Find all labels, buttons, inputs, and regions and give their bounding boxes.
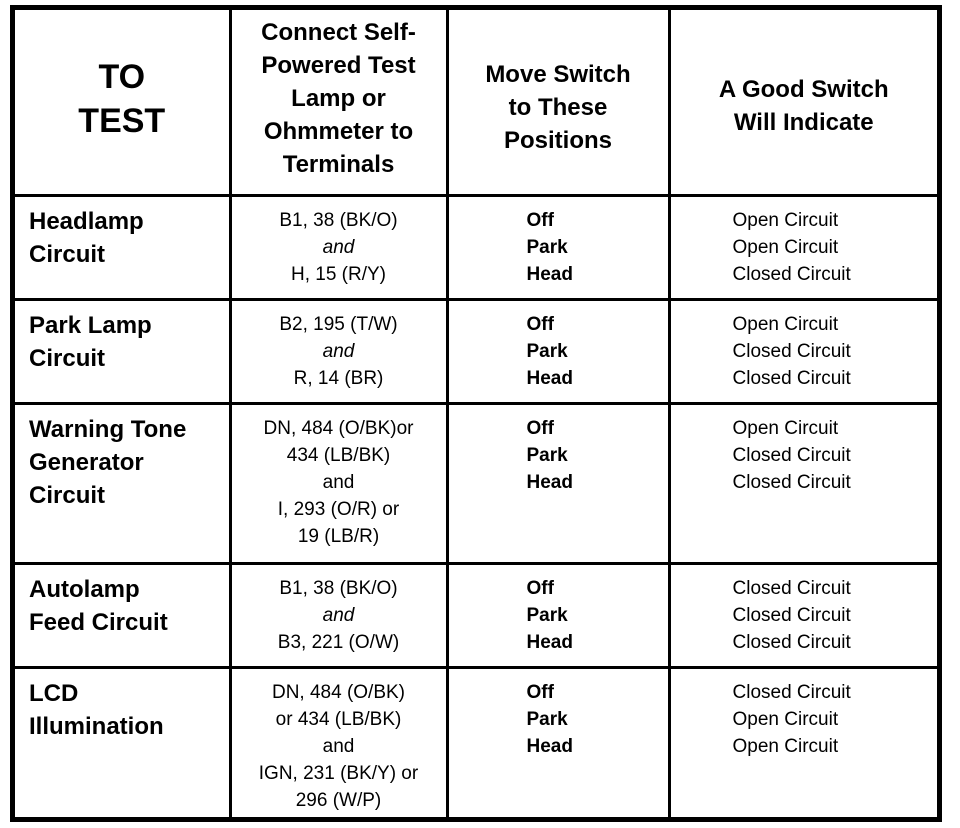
test-name-line: Illumination — [29, 712, 164, 740]
result-cell — [669, 563, 937, 667]
terminal-line: 19 (LB/R) — [297, 525, 380, 547]
header-to-test-line-2: TEST — [78, 101, 166, 140]
test-name-line: Circuit — [29, 240, 106, 268]
switch-test-chart — [10, 5, 942, 822]
positions-cell — [447, 667, 669, 817]
terminals-cell — [230, 667, 447, 817]
terminal-line: and — [322, 604, 355, 626]
result-line: Closed Circuit — [732, 577, 851, 599]
terminal-line: and — [322, 735, 355, 757]
header-indicate-line: Will Indicate — [733, 108, 874, 136]
test-name-line: Autolamp — [29, 575, 140, 603]
switch-test-table — [15, 10, 937, 817]
switch-position: Park — [526, 236, 568, 258]
switch-position: Head — [526, 471, 573, 493]
switch-position: Off — [526, 417, 554, 439]
header-terminals-line: Ohmmeter to — [263, 118, 414, 145]
terminal-line: B2, 195 (T/W) — [279, 313, 398, 335]
header-terminals-line: Powered Test — [261, 52, 416, 79]
test-row — [15, 667, 937, 817]
test-name-line: Headlamp — [29, 207, 144, 235]
header-row — [15, 10, 937, 195]
switch-position: Off — [526, 681, 554, 703]
terminal-line: 296 (W/P) — [295, 789, 382, 811]
result-line: Open Circuit — [732, 313, 839, 335]
positions-cell — [447, 563, 669, 667]
terminal-line: B1, 38 (BK/O) — [279, 209, 398, 231]
switch-position: Head — [526, 631, 573, 653]
result-line: Closed Circuit — [732, 263, 851, 285]
test-row — [15, 403, 937, 563]
test-name-line: Generator — [29, 448, 144, 476]
test-row — [15, 563, 937, 667]
terminal-line: and — [322, 471, 355, 493]
terminals-cell — [230, 403, 447, 563]
header-positions — [447, 10, 669, 195]
header-terminals-line: Terminals — [282, 151, 395, 178]
terminal-line: IGN, 231 (BK/Y) or — [258, 762, 419, 784]
terminal-line: DN, 484 (O/BK)or — [263, 417, 414, 439]
test-name-cell — [15, 563, 230, 667]
result-line: Open Circuit — [732, 209, 839, 231]
test-name-line: LCD — [29, 679, 79, 707]
terminal-line: and — [322, 340, 355, 362]
terminals-cell — [230, 299, 447, 403]
terminal-line: B3, 221 (O/W) — [277, 631, 400, 653]
result-line: Open Circuit — [732, 417, 839, 439]
terminal-line: B1, 38 (BK/O) — [279, 577, 398, 599]
test-name-line: Circuit — [29, 481, 106, 509]
test-name-line: Circuit — [29, 344, 106, 372]
positions-cell — [447, 195, 669, 299]
header-to-test — [15, 10, 230, 195]
terminal-line: H, 15 (R/Y) — [290, 263, 387, 285]
header-indicate — [669, 10, 937, 195]
terminals-cell — [230, 195, 447, 299]
switch-position: Off — [526, 313, 554, 335]
switch-position: Off — [526, 209, 554, 231]
terminal-line: DN, 484 (O/BK) — [271, 681, 406, 703]
test-name-cell — [15, 195, 230, 299]
result-cell — [669, 403, 937, 563]
header-indicate-line: A Good Switch — [718, 75, 889, 103]
header-terminals-line: Connect Self- — [261, 19, 416, 46]
header-terminals-line: Lamp or — [291, 85, 386, 112]
result-line: Open Circuit — [732, 236, 839, 258]
header-positions-line: Move Switch — [485, 61, 631, 89]
test-row — [15, 195, 937, 299]
switch-position: Park — [526, 444, 568, 466]
header-terminals — [230, 10, 447, 195]
result-line: Closed Circuit — [732, 444, 851, 466]
result-line: Closed Circuit — [732, 471, 851, 493]
terminal-line: I, 293 (O/R) or — [277, 498, 400, 520]
header-to-test-line-1: TO — [98, 57, 146, 96]
header-positions-line: Positions — [503, 127, 612, 155]
result-line: Closed Circuit — [732, 340, 851, 362]
positions-cell — [447, 299, 669, 403]
result-cell — [669, 667, 937, 817]
test-name-cell — [15, 299, 230, 403]
test-name-line: Feed Circuit — [29, 608, 168, 636]
result-line: Open Circuit — [732, 735, 839, 757]
terminal-line: and — [322, 236, 355, 258]
test-name-cell — [15, 667, 230, 817]
switch-position: Off — [526, 577, 554, 599]
switch-position: Head — [526, 367, 573, 389]
terminal-line: R, 14 (BR) — [293, 367, 384, 389]
result-line: Closed Circuit — [732, 631, 851, 653]
switch-position: Head — [526, 263, 573, 285]
test-name-cell — [15, 403, 230, 563]
result-line: Open Circuit — [732, 708, 839, 730]
switch-position: Park — [526, 340, 568, 362]
test-name-line: Warning Tone — [29, 415, 187, 443]
result-line: Closed Circuit — [732, 681, 851, 703]
switch-position: Park — [526, 708, 568, 730]
result-cell — [669, 195, 937, 299]
switch-position: Park — [526, 604, 568, 626]
result-line: Closed Circuit — [732, 604, 851, 626]
test-row — [15, 299, 937, 403]
terminals-cell — [230, 563, 447, 667]
terminal-line: or 434 (LB/BK) — [275, 708, 402, 730]
result-cell — [669, 299, 937, 403]
test-name-line: Park Lamp — [29, 311, 152, 339]
header-positions-line: to These — [508, 94, 608, 122]
result-line: Closed Circuit — [732, 367, 851, 389]
positions-cell — [447, 403, 669, 563]
terminal-line: 434 (LB/BK) — [286, 444, 391, 466]
switch-position: Head — [526, 735, 573, 757]
